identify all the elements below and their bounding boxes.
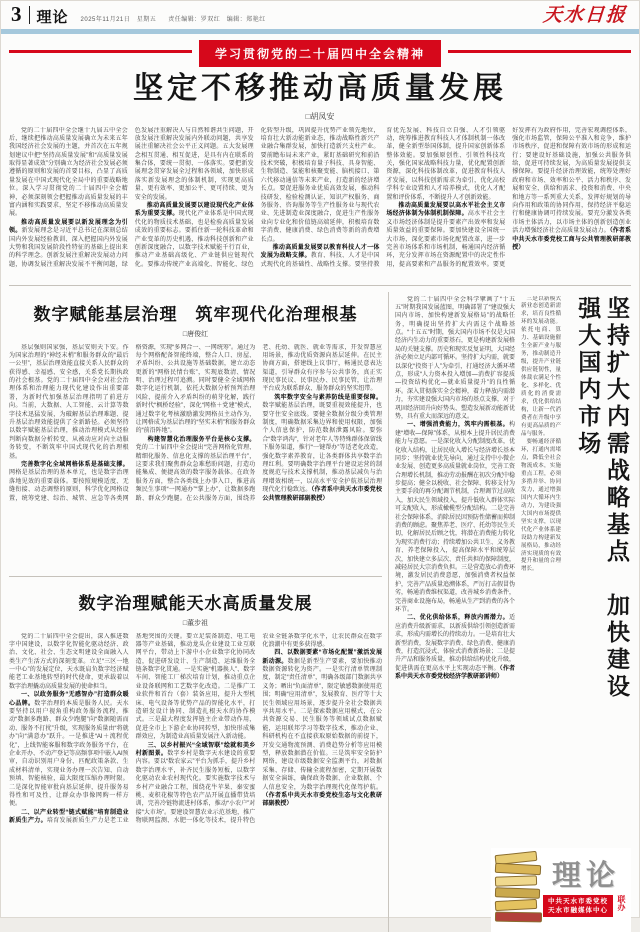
banner-rule-left (9, 50, 192, 53)
article-divider (9, 576, 382, 577)
page-number: 3 (11, 2, 22, 26)
logo-org-box (543, 895, 613, 918)
grassroots-article (9, 292, 382, 570)
date-line: 2025年11月21日 星期五 (80, 17, 157, 23)
body-paragraph: 一、增强消费能力，筑牢内需根基。构建“增收—保障”体系，从根本上提升居民消费能力与意愿。一是深化收入分配制度改革，优化收入结构，让居民收入增长与经济增长基本同步；坚持就业优先导向，通过支持中小微企业发展、创造更多高质量就业岗位，完善工资合理增长机制，推动劳动报酬在初次分配中稳步提高；健全以税收、社会保障、转移支付为主要手段的再分配调节机制，合理调节过高收入，加大民生领域投入，提升低收入群体实际可支配收入，形成橄榄型分配结构。二是完善社会保障体系，消除居民因预防性储蓄而抑制消费的顾虑。聚焦养老、医疗、托幼等民生关切，化解居民后顾之忧，将潜在消费能力转化为现实消费行动；持续增加公共卫生、义务教育、养老保障投入，提高保障水平和统筹层次，加快建立多层次、责任共担的保障制度，减轻居民大宗消费负担。三是营造放心消费环境，激发居民消费意愿，加强消费者权益保护，完善产品质量追溯体系，严厉打击假冒伪劣，畅通消费维权渠道，改善城乡消费条件，完善商业设施布局，畅通从生产到消费的各个环节。 (395, 422, 515, 613)
body-paragraph: 一、以政务服务“无感智办”打造群众暖心品牌。数字治理的本质是服务人民。天水要坚持以用户视角重构政务服务流程，推动“数据多跑路、群众少跑腿”向“数据随需而动、服务不打扰”升级，实现服务质量由“将就办”向“满意办”跃升。一是推进“AI＋流程优化”，上线智能客服和数字政务服务平台，在企业开办、不动产登记等高频事项中嵌入AI预审，自动识别用户身份、匹配政策条款、生成材料清单，实现业务办理一次告知、自动预填、智能核验，最大限度压缩办理时限。二是深化智能审批向基层延伸，提升服务易得性和可及性，让群众办事像网购一样方便。 (9, 692, 129, 808)
masthead (1, 1, 639, 27)
masthead-rule (1, 29, 639, 34)
author-credit: （作者系中共天水市委党校经济学教研部讲师） (395, 665, 515, 681)
paragraph-lead: 推动高质量发展要以建设现代化产业体系为重要支撑。 (134, 203, 254, 218)
banner-rule-right (448, 50, 631, 53)
author-credit: （作者系中共天水市委党校生态与文化教研部副教授） (262, 792, 382, 808)
editor-line: 责任编辑：罗双红 编辑：郑艳红 (168, 17, 266, 23)
paragraph-lead: 一、增强消费能力，筑牢内需根基。 (407, 422, 509, 429)
paper-name-logo: 天水日报 (542, 5, 628, 26)
paragraph-lead: 四、以数据要素“市场化配置”激活发展新动源。 (262, 650, 382, 665)
paragraph-lead: 二、以产业转型“链式赋能”培育制造业新质生产力。 (9, 809, 129, 825)
demand-headline-vertical: 坚持扩大内需战略基点 加快建设强大国内市场 (575, 295, 630, 701)
masthead-divider (29, 6, 30, 24)
paragraph-lead: 构建智慧化治理服务平台是核心支撑。 (147, 436, 256, 443)
left-column-stack (9, 292, 389, 932)
paragraph-lead: 一、以政务服务“无感智办”打造群众暖心品牌。 (9, 692, 129, 707)
demand-body-column-1 (395, 296, 515, 932)
body-paragraph: 完善数字化全域网格体系是基础支撑。网格是基层治理的基本单元，也是数字治理落地见效的重要载体。要按照规模适度、无缝衔接、动态调整的原则，科学优化网格设置，统筹党建、综治、城管、应急等各类网格资源，实现“多网合一、一网统筹”。通过为每个网格配备智能终端，整合人口、房屋、矛盾纠纷、公共设施等基础数据，建立动态更新的“网格民情台账”，实现底数清、情况明、治理过程可追溯。同时要健全全域网格数字化运行机制，依托大数据分析预判治理风险，提前介入矛盾纠纷的萌芽化解，践行新时代“枫桥经验”，深化“网格＋党建”模式，通过数字化考核激励激发网格员主动作为，让网格成为基层治理的“坚实末梢”和服务群众的“前沿阵地”。 (9, 344, 256, 502)
body-paragraph: 三、以乡村振兴“全域智联”绘就和美乡村新图景。数字乡村是数字天水建设的重要内容。要以“数农家云”平台为抓手，提升乡村数字治理水平，补齐民生服务短板，以数字化驱动农业农村现代化。要实施数字技术与乡村产业融合工程，围绕花牛苹果、秦安蜜桃、麦积花椒等特色农产品开展直播带货培训，完善冷链物流进村体系，推动“小农户”对接“大市场”。要建设智慧农业示范基地，推广物联网监测、水肥一体化等技术，提升特色农业全链条数字化水平，让农民群众在数字化浪潮中有更多获得感。 (135, 633, 382, 825)
logo-section-name: 理论 (551, 859, 620, 892)
lead-article-headline: 坚定不移推动高质量发展 (133, 72, 507, 105)
body-paragraph: 党的二十届四中全会提出，深入推进数字中国建设，以数字化智能化驱动经济、政治、文化、社会、生态文明建设全面融入人类生产生活方式的深刻变革。立足“三区一地一中心”的发展定位，天水既肩负数字经济赋能老工业基地转型的时代使命，更承载着以数字治理撬动高质量发展的使命担当。 (9, 633, 129, 690)
demand-body-column-2 (521, 296, 561, 840)
lead-article (9, 40, 631, 279)
body-paragraph: 推动高质量发展要以新发展理念为引领。新发展理念是习近平总书记在深刻总结国内外发展经验教训、深入把握国内外发展大势和我国发展阶段性特征的基础上提出来的科学理念。创新发展注重解决发展动力问题，协调发展注重解决发展不平衡问题，绿色发展注重解决人与自然和谐共生问题，开放发展注重解决发展内外联动问题，共享发展注重解决社会公平正义问题。五大发展理念相互贯通、相互促进，是具有内在联系的集合体，要统一贯彻、一体落实。要把新发展理念贯穿发展全过程和各领域，加快形成落实新发展理念的体制机制，实现更高质量、更有效率、更加公平、更可持续、更为安全的发展。 (9, 127, 254, 268)
paragraph-lead: 筑牢数字安全与素养防线是重要保障。 (274, 394, 382, 401)
paragraph-lead: 二、优化供给体系，释放内需潜力。 (407, 615, 509, 622)
body-paragraph: 推动高质量发展要以建设现代化产业体系为重要支撑。现代化产业体系是中国式现代化的物质技术基础，也是检验高质量发展成效的重要标志。要抓住新一轮科技革命和产业变革的历史机遇，推动科技创新和产业创新深度融合，以数字技术赋能千行百业，推动产业基础高级化、产业链供应链现代化。要推动传统产业高端化、智能化、绿色化转型升级，巩固提升优势产业领先地位，培育壮大新动能新业态，推动战略性新兴产业融合集群发展，加快打造新兴支柱产业。要前瞻布局未来产业，紧盯基础研究和前沿技术突破，积极培育量子科技、具身智能、生物制造、氢能和核聚变能、脑机接口、第六代移动通信等未来产业，打造新的经济增长点。要促进服务业优质高效发展，推动科技研发、检验检测认证、知识产权服务、商务服务、咨询服务等生产性服务业与现代农业、先进制造业深度融合，促进生产性服务业向专业化和价值链高端延伸，积极培育数字消费、健康消费、绿色消费等新的消费增长点。 (134, 127, 380, 268)
body-paragraph: 要畅通经济循环，打通内需堵点，降低全社会物流成本，实施重点工程，必须多措并举、协同发力，通过增强国内大循环内生动力，为建设强大国内市场提供坚实支撑，以现代化产业体系建设助力构建新发展格局，推动经济实现质的有效提升和量的合理增长。 (521, 438, 561, 573)
body-paragraph: 四、以数据要素“市场化配置”激活发展新动源。数据是新型生产要素，要加快推动数据资源转化为资产。一是实行清单管理制度，制定“责任清单”，明确各级部门数据共享义务；晒出“负面清单”，限定敏感数据使用范围；明确“应用清单”，发展教育、医疗等十大民生领域应用场景，逐步提升全社会数据共享共用水平。二是探索数据应用模式，在公共资源交易、民生服务等领域试点数据赋能，运用联邦学习等数字技术，推动企业、科研机构在不直接获取原始数据的前提下，开发交通物流预测、消费趋势分析等应用模型，释放数据潜在价值。三是筑牢安全防护网络，建设市级数据安全监测平台，对数据采集、存储、传输全流程加密，定期开展数据安全演练，确保政务数据、企业数据、个人信息安全，为数字治理现代化保驾护航。（作者系中共天水市委党校生态与文化教研部副教授） (262, 650, 382, 808)
paragraph-lead: 推动高质量发展要以新发展理念为引领。 (9, 219, 128, 235)
book-stack-icon (493, 851, 543, 929)
body-paragraph: 推动高质量发展要以高水平社会主义市场经济体制为体制机制保障。高水平社会主义市场经济体制是提升要素产出效率和发展质量效益的重要保障。要加快建设全国统一大市场，深化要素市场化配置改革，进一步完善市场体系和市场机制，畅通国内经济循环，充分发挥市场在资源配置中的决定性作用，提高要素和产品服务的配置效率。要更好发挥有为政府作用，完善宏观调控体系，强化市场监管，保障公平准入和竞争，维护市场秩序，促进和保障有效市场的形成和运行；要建设好基础设施，加强公共服务供给，促进可持续发展，为高质量发展提供支撑保障。要提升经济治理效能，统筹处理好政府和市场、效率和公平、活力和秩序、发展和安全、供给和需求、投资和消费、中央和地方等一系列重大关系，发挥好规划的导向作用和政策的协同作用，保持经济平稳运行和健康协调可持续发展。要充分激发各类市场主体活力，以市场主体的创新创造创业活力增强经济社会高质量发展动力。（作者系中共天水市委党校工商与公共管理教研部教授） (386, 127, 631, 268)
logo-orgs (543, 895, 629, 918)
paragraph-lead: 推动高质量发展要以教育科技人才一体发展为战略支撑。 (260, 244, 380, 260)
lead-article-byline: □胡凤安 (305, 111, 335, 121)
paragraph-lead: 推动高质量发展要以高水平社会主义市场经济体制为体制机制保障。 (386, 203, 506, 218)
body-paragraph: 三是以新模式新业态创造新需求，培育良性循环的发展动能。依托电商、算力、基础设施催生全新产业与服务，推动制造升级，提升产业链供应链韧性，量体裁衣满足个性化、多样化、优质化的消费需求，优化供给结构，让新一代消费者在升级中享有更高品质的产品与服务。 (521, 295, 561, 437)
body-paragraph: 构建智慧化治理服务平台是核心支撑。党的二十届四中全会提出“完善网格化管理、精细化服务、信息化支撑的基层治理平台”，这要求我们聚焦群众急难愁盼问题，打造功能集成、便捷高效的数字服务载体。在政务服务方面，整合各类线上办事入口，推进高频民生事项“一网通办”“掌上办”，让数据多跑路、群众少跑腿。在公共服务方面，围绕养老、托幼、就医、就业等需求，开发智慧应用场景，推动优质资源向基层延伸。在民主协商方面，搭建线上议事厅，畅通民意表达渠道，引导群众有序参与公共事务，真正实现民事民议、民事民办、民事民管，让治理平台成为联系群众、服务群众的坚实纽带。 (135, 344, 382, 502)
demand-headline-strip (561, 296, 631, 932)
body-paragraph: 基层强则国家强，基层安则天下安。作为国家治理的“神经末梢”和服务群众的“最后一公里”，基层治理效能直接关系人民群众的获得感、幸福感、安全感，关系党长期执政的社会根基。党的二十届四中全会对社会治理体系和治理能力现代化建设作出重要部署，为新时代加强基层治理指明了前进方向。当前，大数据、人工智能、云计算等数字技术迅猛发展，为破解基层治理难题、提升基层治理效能提供了全新路径。必须坚持以数字赋能基层治理，推动治理模式从经验判断向数据分析转变、从被动应对向主动服务转变，不断筑牢中国式现代化的治理根基。 (9, 344, 129, 460)
tianshui-body (9, 633, 382, 932)
lead-article-body (9, 127, 631, 279)
section-title: 理论 (36, 9, 69, 26)
body-paragraph: 二、以产业转型“链式赋能”培育制造业新质生产力。培育发展新质生产力是老工业基地突围的关键。要立足装备制造、电工电器等产业基础，推动龙头企业建设工业互联网平台，带动上下游中小企业数字化协同改造，促进研发设计、生产制造、运维服务全链条数字化贯通。一是实施“机器换人”、数字车间、智能工厂梯次培育计划，推动重点企业设备联网和工艺数字化改造。二是推广工业软件和首台（套）装备应用，提升大型机床、电气设备等优势产品的智能化水平，打造研发设计协同、制造扎根天水的协作模式。三是最大程度发挥链主企业带动作用，促进全市上下游企业协同转型，加快形成集群效应，为制造业高质量发展注入新动能。 (9, 633, 256, 825)
author-credit: （作者系中共天水市委党校工商与公共管理教研部教授） (512, 228, 631, 251)
grassroots-body (9, 344, 382, 570)
grassroots-headline: 数字赋能基层治理 筑牢现代化治理根基 (33, 304, 358, 324)
body-paragraph: 党的二十届四中全会科学擘画了“十五五”时期我国发展蓝图，明确部署了“建设强大国内市场、加快构建新发展格局”的战略任务，明确提出坚持扩大内需这个战略基点。“十五五”时期，强大国内市场不仅是大国经济内生动力的重要基石，更是构建新发展格局的关键支撑。历史和现实反复证明，大国经济必须立足内部可循环。坚持扩大内需，就要以深化“投资于人”为牵引，打通经济大循环堵点，形成“人力资本投入增加—消费扩容提质—投资结构优化—就业质量提升”的良性循环。深入贯彻落实全会精神，着力释放内需潜力，夯实建设强大国内市场的基点支撑，对于巩固经济回升向好势头、塑造发展新动能新优势，具有重大而深远的意义。 (395, 296, 515, 420)
logo-org-line2: 天水市融媒体中心 (548, 907, 608, 914)
author-credit: （作者系中共天水市委党校公共管理教研部副教授） (262, 487, 382, 502)
theme-banner-row (9, 40, 631, 62)
body-paragraph: 推动高质量发展要以教育科技人才一体发展为战略支撑。教育、科技、人才是中国式现代化的基础性、战略性支撑。要坚持教育优先发展、科技自立自强、人才引领驱动，统筹推进教育科技人才体制机制一体改革，健全新型举国体制，提升国家创新体系整体效能。要加强原创性、引领性科技攻关，强化国家战略科技力量，优化配置创新资源，深化科技体制改革，促进教育科技人才发展，以科技创新需求为牵引，优化高校学科专业设置和人才培养模式，优化人才配置和评价体系，不断提升人才创新效能。 (260, 127, 506, 268)
body-paragraph: 二、优化供给体系，释放内需潜力。适应消费升级新需求，以新质供给引领创造新需求，形成内需增长的持续动力。一是培育壮大新型消费，发展数字消费、绿色消费、健康消费，打造沉浸式、体验式消费新场景；二是提升产品和服务质量，推动供给结构优化升级，促进供需在更高水平上实现动态平衡。（作者系中共天水市委党校经济学教研部讲师） (395, 615, 515, 681)
paragraph-lead: 完善数字化全域网格体系是基础支撑。 (21, 461, 129, 468)
tianshui-headline: 数字治理赋能天水高质量发展 (78, 593, 313, 613)
lower-section (9, 292, 631, 932)
tianshui-byline: □董步祖 (182, 619, 209, 627)
grassroots-byline: □唐俊红 (182, 330, 209, 338)
logo-text-block (543, 859, 629, 918)
body-paragraph: 筑牢数字安全与素养防线是重要保障。数字赋能基层治理，既要重视效能提升，也要守住安全底线。要健全数据分级分类管理制度，明确数据采集边界和使用权限，加强个人信息保护，防范数据泄露风险。要弥合“数字鸿沟”，针对老年人等特殊群体保留线下服务渠道，推行“一键帮办”等适老化改造，强化数字素养教育，让各类群体共享数字治理红利。要明确数字治理平台建设运营的制度规范与技术支撑机制，推动基层减负与治理增效相统一，以高水平安全护航基层治理现代化行稳致远。（作者系中共天水市委党校公共管理教研部副教授） (262, 394, 382, 502)
theory-section-logo (491, 848, 631, 932)
theme-banner: 学习贯彻党的二十届四中全会精神 (199, 40, 441, 67)
demand-article (389, 292, 631, 932)
tianshui-article (9, 583, 382, 932)
logo-org-line1: 中共天水市委党校 (548, 897, 608, 905)
logo-joint-label: 联办 (617, 894, 626, 911)
section-divider (9, 285, 631, 286)
paragraph-lead: 三、以乡村振兴“全域智联”绘就和美乡村新图景。 (135, 742, 256, 757)
body-paragraph: 党的二十届四中全会继十九届五中全会后，继续把推动高质量发展确立为未来五年我国经济社会发展的主题，并首次在五年规划建议中把“坚持高质量发展”和“高质量发展取得显著成效”分别确立为经济社会发展必须遵循的原则和发展的首要目标，凸显了高质量发展在中国式现代化全局中的重要战略地位。深入学习贯彻党的二十届四中全会精神，必须深刻领会把握推动高质量发展的丰富内涵和实践要求，坚定不移推动高质量发展。 (9, 127, 128, 218)
